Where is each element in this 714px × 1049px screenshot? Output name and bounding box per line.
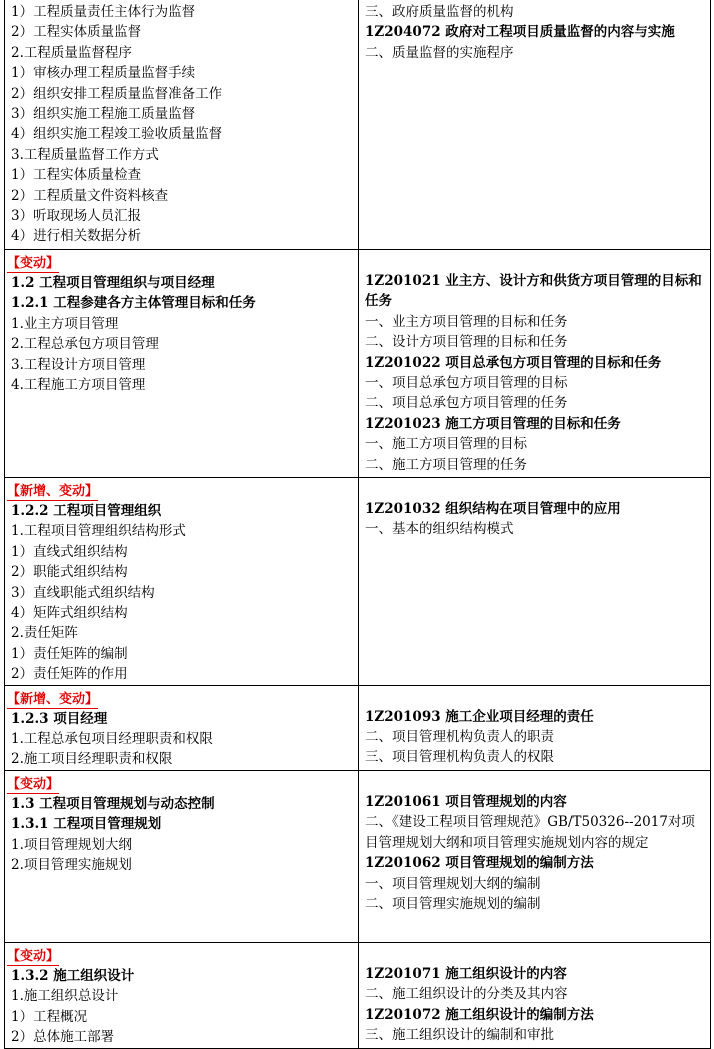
list-item: 三、政府质量监督的机构 xyxy=(365,4,514,20)
list-item: 三、项目管理机构负责人的权限 xyxy=(365,749,554,766)
right-cell-textbook xyxy=(359,478,711,686)
change-tag: 【变动】 xyxy=(7,256,60,271)
section-heading: 1Z201061 项目管理规划的内容 xyxy=(365,793,567,810)
list-item: 1）直线式组织结构 xyxy=(11,543,128,560)
list-item: 4）进行相关数据分析 xyxy=(11,228,142,245)
table-row xyxy=(5,942,711,1048)
section-heading: 1.3 工程项目管理规划与动态控制 xyxy=(11,795,215,812)
right-cell-textbook xyxy=(359,942,711,1048)
section-heading: 1Z201023 施工方项目管理的目标和任务 xyxy=(365,415,621,432)
list-item: 二、项目管理机构负责人的职责 xyxy=(365,729,554,746)
list-item: 2.工程质量监督程序 xyxy=(11,44,132,61)
left-cell-syllabus xyxy=(5,478,359,686)
change-tag: 【变动】 xyxy=(7,948,60,964)
list-item: 二、《建设工程项目管理规范》GB/T50326--2017对项目管理规划大纲和项目管理实施规划内容的规定 xyxy=(365,814,695,851)
section-heading: 1Z201022 项目总承包方项目管理的目标和任务 xyxy=(365,354,662,371)
list-item: 3）组织实施工程施工质量监督 xyxy=(11,106,196,123)
table-row xyxy=(5,0,711,250)
list-item: 1.项目管理规划大纲 xyxy=(11,836,132,853)
left-cell-syllabus xyxy=(5,770,359,942)
list-item: 二、项目管理实施规划的编制 xyxy=(365,895,541,912)
list-item: 2）总体施工部署 xyxy=(11,1029,115,1046)
change-tag: 【变动】 xyxy=(7,776,60,792)
list-item: 2）工程实体质量监督 xyxy=(11,24,142,41)
list-item: 3.工程质量监督工作方式 xyxy=(11,146,159,163)
change-tag: 【新增、变动】 xyxy=(7,691,99,707)
left-cell-syllabus xyxy=(5,942,359,1048)
table-row xyxy=(5,250,711,478)
list-item: 1）工程概况 xyxy=(11,1008,88,1025)
left-cell-syllabus xyxy=(5,685,359,770)
table-row xyxy=(5,685,711,770)
list-item: 二、项目总承包方项目管理的任务 xyxy=(365,395,568,412)
list-item: 2）组织安排工程质量监督准备工作 xyxy=(11,85,223,102)
section-heading: 1.2 工程项目管理组织与项目经理 xyxy=(11,275,215,291)
list-item: 2.责任矩阵 xyxy=(11,625,78,642)
outline-table xyxy=(4,0,711,1049)
list-item: 一、业主方项目管理的目标和任务 xyxy=(365,313,568,330)
section-heading: 1.2.1 工程参建各方主体管理目标和任务 xyxy=(11,295,256,312)
section-heading: 1Z201071 施工组织设计的内容 xyxy=(365,965,567,982)
list-item: 2.施工项目经理职责和权限 xyxy=(11,751,173,768)
section-heading: 1Z204072 政府对工程项目质量监督的内容与实施 xyxy=(365,24,675,41)
left-cell-syllabus xyxy=(5,250,359,478)
list-item: 2.项目管理实施规划 xyxy=(11,857,132,874)
outline-table-body xyxy=(5,0,711,1048)
list-item: 1）责任矩阵的编制 xyxy=(11,645,128,662)
change-tag: 【新增、变动】 xyxy=(7,484,99,499)
table-row xyxy=(5,478,711,686)
list-item: 1.工程总承包项目经理职责和权限 xyxy=(11,731,213,748)
section-heading: 1Z201021 业主方、设计方和供货方项目管理的目标和任务 xyxy=(365,273,702,310)
list-item: 4）组织实施工程竣工验收质量监督 xyxy=(11,126,223,143)
list-item: 三、施工组织设计的编制和审批 xyxy=(365,1027,554,1044)
list-item: 1）工程质量责任主体行为监督 xyxy=(11,4,196,20)
list-item: 2）职能式组织结构 xyxy=(11,564,128,581)
list-item: 3）直线职能式组织结构 xyxy=(11,584,155,601)
list-item: 1.工程项目管理组织结构形式 xyxy=(11,523,186,540)
list-item: 二、施工方项目管理的任务 xyxy=(365,456,527,473)
list-item: 2.工程总承包方项目管理 xyxy=(11,336,159,353)
section-heading: 1Z201072 施工组织设计的编制方法 xyxy=(365,1006,594,1023)
list-item: 一、施工方项目管理的目标 xyxy=(365,436,527,453)
list-item: 4.工程施工方项目管理 xyxy=(11,377,146,394)
right-cell-textbook xyxy=(359,770,711,942)
left-cell-syllabus xyxy=(5,0,359,250)
list-item: 二、设计方项目管理的目标和任务 xyxy=(365,334,568,351)
right-cell-textbook xyxy=(359,0,711,250)
list-item: 3）听取现场人员汇报 xyxy=(11,208,142,225)
list-item: 一、项目总承包方项目管理的目标 xyxy=(365,375,568,392)
section-heading: 1Z201093 施工企业项目经理的责任 xyxy=(365,708,594,725)
list-item: 1.施工组织总设计 xyxy=(11,988,119,1005)
list-item: 一、项目管理规划大纲的编制 xyxy=(365,875,541,892)
list-item: 1）审核办理工程质量监督手续 xyxy=(11,65,196,82)
table-row xyxy=(5,770,711,942)
section-heading: 1Z201062 项目管理规划的编制方法 xyxy=(365,855,594,872)
list-item: 二、质量监督的实施程序 xyxy=(365,44,514,61)
section-heading: 1.2.3 项目经理 xyxy=(11,710,108,727)
list-item: 2）责任矩阵的作用 xyxy=(11,666,128,683)
list-item: 1.业主方项目管理 xyxy=(11,315,119,332)
section-heading: 1.2.2 工程项目管理组织 xyxy=(11,503,162,519)
right-cell-textbook xyxy=(359,685,711,770)
list-item: 二、施工组织设计的分类及其内容 xyxy=(365,986,568,1003)
list-item: 一、基本的组织结构模式 xyxy=(365,521,514,538)
list-item: 1）工程实体质量检查 xyxy=(11,167,142,184)
section-heading: 1.3.1 工程项目管理规划 xyxy=(11,816,162,833)
list-item: 4）矩阵式组织结构 xyxy=(11,605,128,622)
list-item: 2）工程质量文件资料核查 xyxy=(11,187,169,204)
section-heading: 1.3.2 施工组织设计 xyxy=(11,967,135,984)
right-cell-textbook xyxy=(359,250,711,478)
section-heading: 1Z201032 组织结构在项目管理中的应用 xyxy=(365,501,621,517)
list-item: 3.工程设计方项目管理 xyxy=(11,356,146,373)
